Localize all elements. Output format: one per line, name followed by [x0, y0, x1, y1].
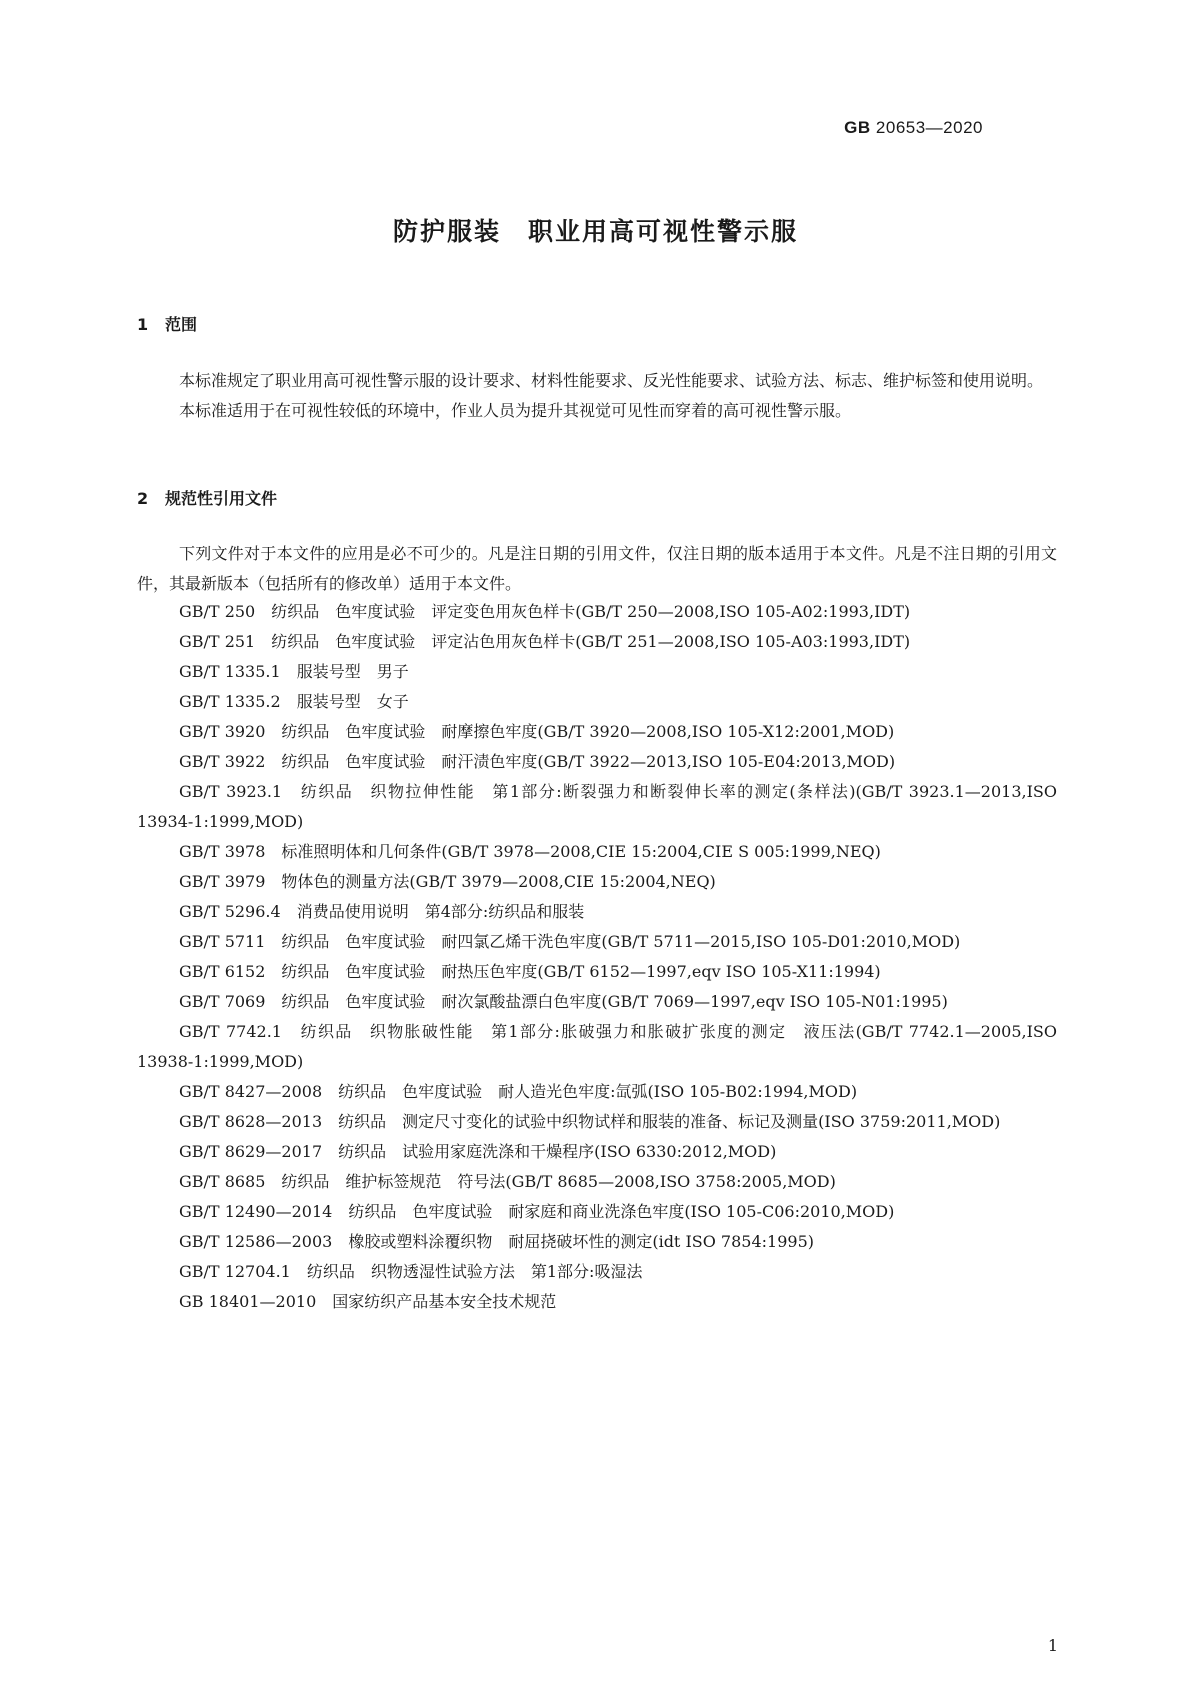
reference-code: GB/T 6152 — [179, 962, 266, 981]
reference-title: 物体色的测量方法(GB/T 3979—2008,CIE 15:2004,NEQ) — [281, 872, 716, 891]
section-2-heading — [137, 486, 277, 509]
reference-title: 纺织品 织物透湿性试验方法 第1部分:吸湿法 — [306, 1262, 643, 1281]
section-1-heading — [137, 312, 197, 335]
standard-prefix: GB — [844, 118, 871, 137]
reference-title: 纺织品 色牢度试验 耐四氯乙烯干洗色牢度(GB/T 5711—2015,ISO 105-D01:2010,MOD) — [281, 932, 961, 951]
reference-item — [137, 657, 1057, 687]
section-1-body — [137, 366, 1057, 426]
reference-title: 服装号型 女子 — [296, 692, 409, 711]
reference-title: 标准照明体和几何条件(GB/T 3978—2008,CIE 15:2004,CIE S 005:1999,NEQ) — [281, 842, 881, 861]
standard-number — [844, 118, 983, 138]
reference-item — [137, 1287, 1057, 1317]
reference-code: GB/T 12490—2014 — [179, 1202, 333, 1221]
reference-item — [137, 1077, 1057, 1107]
reference-code: GB/T 3978 — [179, 842, 266, 861]
reference-item — [137, 1257, 1057, 1287]
reference-title: 纺织品 测定尺寸变化的试验中织物试样和服装的准备、标记及测量(ISO 3759:2011,MOD) — [338, 1112, 1001, 1131]
reference-code: GB/T 3922 — [179, 752, 266, 771]
reference-title: 纺织品 色牢度试验 耐热压色牢度(GB/T 6152—1997,eqv ISO 105-X11:1994) — [281, 962, 881, 981]
reference-code: GB/T 3920 — [179, 722, 266, 741]
reference-code: GB/T 1335.2 — [179, 692, 281, 711]
reference-item — [137, 747, 1057, 777]
reference-code: GB/T 7742.1 — [179, 1022, 282, 1041]
reference-title: 纺织品 色牢度试验 评定变色用灰色样卡(GB/T 250—2008,ISO 105-A02:1993,IDT) — [271, 602, 911, 621]
page-number: 1 — [1047, 1636, 1058, 1655]
reference-item — [137, 927, 1057, 957]
section-2-title: 规范性引用文件 — [165, 489, 278, 508]
reference-title: 纺织品 色牢度试验 耐家庭和商业洗涤色牢度(ISO 105-C06:2010,MOD) — [348, 1202, 895, 1221]
reference-title: 纺织品 色牢度试验 耐摩擦色牢度(GB/T 3920—2008,ISO 105-X12:2001,MOD) — [281, 722, 895, 741]
reference-code: GB/T 3923.1 — [179, 782, 283, 801]
reference-title: 纺织品 维护标签规范 符号法(GB/T 8685—2008,ISO 3758:2005,MOD) — [281, 1172, 836, 1191]
reference-title: 纺织品 试验用家庭洗涤和干燥程序(ISO 6330:2012,MOD) — [338, 1142, 777, 1161]
reference-code: GB/T 8629—2017 — [179, 1142, 323, 1161]
reference-code: GB/T 5711 — [179, 932, 266, 951]
reference-title: 纺织品 色牢度试验 耐人造光色牢度:氙弧(ISO 105-B02:1994,MOD) — [338, 1082, 858, 1101]
reference-item — [137, 1197, 1057, 1227]
reference-code: GB/T 8685 — [179, 1172, 266, 1191]
reference-title: 纺织品 织物拉伸性能 第1部分:断裂强力和断裂伸长率的测定(条样法)(GB/T 3923.1—2013,ISO 13934-1:1999,MOD) — [137, 782, 1057, 831]
reference-list — [137, 597, 1057, 1317]
section-1-paragraph: 本标准适用于在可视性较低的环境中，作业人员为提升其视觉可见性而穿着的高可视性警示服。 — [179, 401, 852, 420]
reference-title: 消费品使用说明 第4部分:纺织品和服装 — [296, 902, 585, 921]
section-1-title: 范围 — [165, 315, 198, 334]
reference-item — [137, 1227, 1057, 1257]
reference-code: GB/T 12704.1 — [179, 1262, 291, 1281]
reference-item — [137, 867, 1057, 897]
reference-title: 纺织品 色牢度试验 耐汗渍色牢度(GB/T 3922—2013,ISO 105-E04:2013,MOD) — [281, 752, 896, 771]
reference-title: 纺织品 织物胀破性能 第1部分:胀破强力和胀破扩张度的测定 液压法(GB/T 7742.1—2005,ISO 13938-1:1999,MOD) — [137, 1022, 1057, 1071]
reference-item — [137, 1167, 1057, 1197]
reference-code: GB 18401—2010 — [179, 1292, 317, 1311]
reference-item — [137, 717, 1057, 747]
standard-code: 20653—2020 — [875, 118, 983, 137]
reference-code: GB/T 1335.1 — [179, 662, 281, 681]
reference-item — [137, 1107, 1057, 1137]
section-2-intro-paragraph: 下列文件对于本文件的应用是必不可少的。凡是注日期的引用文件，仅注日期的版本适用于本文件。凡是不注日期的引用文件，其最新版本（包括所有的修改单）适用于本文件。 — [137, 544, 1057, 593]
reference-code: GB/T 3979 — [179, 872, 266, 891]
section-1-number: 1 — [137, 315, 149, 334]
reference-title: 橡胶或塑料涂覆织物 耐屈挠破坏性的测定(idt ISO 7854:1995) — [348, 1232, 815, 1251]
section-2-number: 2 — [137, 489, 149, 508]
reference-item — [137, 627, 1057, 657]
reference-item — [137, 777, 1057, 837]
reference-title: 纺织品 色牢度试验 评定沾色用灰色样卡(GB/T 251—2008,ISO 105-A03:1993,IDT) — [271, 632, 911, 651]
reference-item — [137, 1137, 1057, 1167]
reference-item — [137, 987, 1057, 1017]
reference-code: GB/T 8427—2008 — [179, 1082, 323, 1101]
reference-code: GB/T 8628—2013 — [179, 1112, 323, 1131]
reference-item — [137, 687, 1057, 717]
section-1-paragraph: 本标准规定了职业用高可视性警示服的设计要求、材料性能要求、反光性能要求、试验方法、标志、维护标签和使用说明。 — [179, 371, 1044, 390]
reference-code: GB/T 7069 — [179, 992, 266, 1011]
reference-item — [137, 957, 1057, 987]
page-title: 防护服装 职业用高可视性警示服 — [392, 217, 798, 246]
reference-item — [137, 1017, 1057, 1077]
reference-item — [137, 597, 1057, 627]
section-2-intro — [137, 539, 1057, 599]
reference-item — [137, 837, 1057, 867]
reference-code: GB/T 251 — [179, 632, 256, 651]
reference-title: 纺织品 色牢度试验 耐次氯酸盐漂白色牢度(GB/T 7069—1997,eqv ISO 105-N01:1995) — [281, 992, 948, 1011]
reference-item — [137, 897, 1057, 927]
reference-title: 国家纺织产品基本安全技术规范 — [332, 1292, 557, 1311]
reference-code: GB/T 5296.4 — [179, 902, 281, 921]
reference-title: 服装号型 男子 — [296, 662, 409, 681]
reference-code: GB/T 250 — [179, 602, 256, 621]
reference-code: GB/T 12586—2003 — [179, 1232, 333, 1251]
